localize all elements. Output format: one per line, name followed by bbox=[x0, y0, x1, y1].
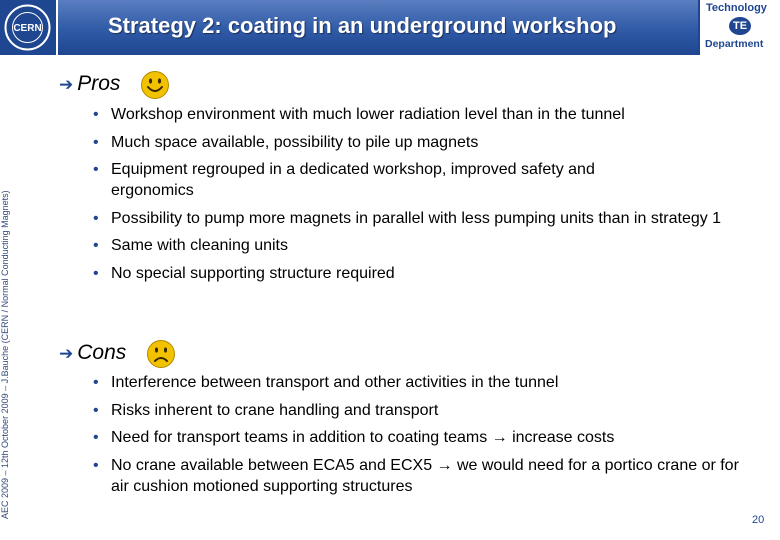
logo-technology-text: Technology bbox=[706, 2, 767, 14]
list-item: • No crane available between ECA5 and ECX5 → we would need for a portico crane or for air cushion motioned supporting structures bbox=[87, 455, 741, 497]
cons-list bbox=[87, 372, 737, 503]
svg-text:CERN: CERN bbox=[13, 23, 42, 34]
logo-department-text: Department bbox=[705, 38, 764, 50]
happy-face-icon bbox=[140, 70, 170, 100]
arrow-right-icon: ➔ bbox=[59, 344, 74, 363]
slide-header bbox=[0, 0, 780, 55]
list-item: • Same with cleaning units bbox=[87, 235, 737, 256]
list-item: • Equipment regrouped in a dedicated workshop, improved safety and ergonomics bbox=[87, 159, 671, 201]
cons-heading bbox=[59, 341, 126, 365]
list-item: • Much space available, possibility to pile up magnets bbox=[87, 132, 737, 153]
list-item: • Interference between transport and other activities in the tunnel bbox=[87, 372, 737, 393]
sidebar-footer-text: AEC 2009 – 12th October 2009 – J.Bauche (CERN / Normal Conducting Magnets) bbox=[0, 190, 10, 519]
slide-title: Strategy 2: coating in an underground workshop bbox=[108, 13, 617, 38]
sad-face-icon bbox=[146, 339, 176, 369]
list-item: • Workshop environment with much lower radiation level than in the tunnel bbox=[87, 104, 737, 125]
list-item: • Need for transport teams in addition to coating teams → increase costs bbox=[87, 427, 737, 448]
cern-logo-icon bbox=[3, 3, 52, 52]
pros-list bbox=[87, 104, 737, 290]
arrow-right-icon: ➔ bbox=[59, 75, 74, 94]
list-item: • Risks inherent to crane handling and transport bbox=[87, 400, 737, 421]
te-department-logo bbox=[698, 0, 780, 55]
page-number: 20 bbox=[752, 514, 765, 526]
list-item: • No special supporting structure required bbox=[87, 263, 737, 284]
pros-heading bbox=[59, 72, 120, 96]
cern-logo bbox=[0, 0, 58, 55]
logo-te-badge: TE bbox=[729, 17, 751, 35]
pros-heading-label: Pros bbox=[77, 72, 121, 95]
cons-heading-label: Cons bbox=[77, 341, 127, 364]
list-item: • Possibility to pump more magnets in parallel with less pumping units than in strategy 1 bbox=[87, 208, 737, 229]
